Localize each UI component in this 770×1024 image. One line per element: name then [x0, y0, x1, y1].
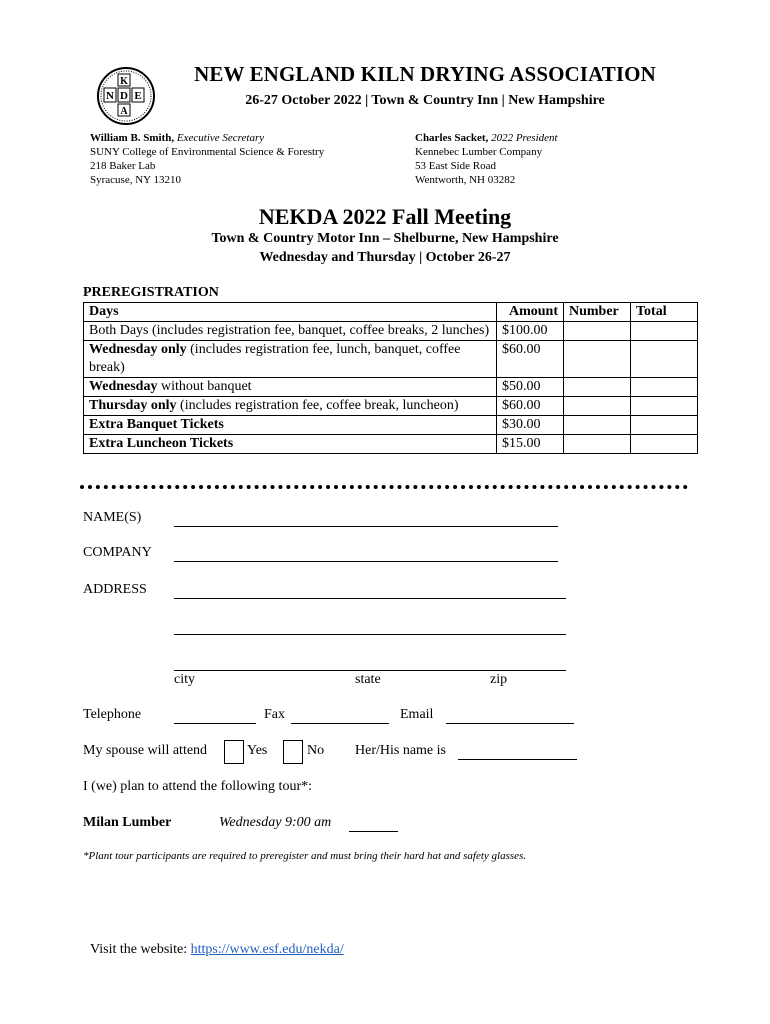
spouse-yes-checkbox[interactable]	[224, 740, 244, 764]
city-label: city	[174, 672, 195, 687]
svg-text:K: K	[120, 76, 128, 87]
tour-footnote: *Plant tour participants are required to preregister and must bring their hard hat and safety glasses.	[83, 850, 527, 862]
number-cell[interactable]	[564, 435, 631, 454]
telephone-field[interactable]	[174, 723, 256, 724]
company-label: COMPANY	[83, 545, 152, 560]
meeting-dates: Wednesday and Thursday | October 26-27	[259, 250, 511, 265]
row-amount: $50.00	[497, 378, 564, 397]
state-label: state	[355, 672, 381, 687]
names-field[interactable]	[174, 526, 558, 527]
contact-line: Syracuse, NY 13210	[90, 174, 181, 186]
email-field[interactable]	[446, 723, 574, 724]
company-field[interactable]	[174, 561, 558, 562]
table-row	[84, 397, 698, 416]
number-cell[interactable]	[564, 378, 631, 397]
no-label: No	[307, 743, 325, 758]
address-field-1[interactable]	[174, 598, 566, 599]
org-subtitle: 26-27 October 2022 | Town & Country Inn | New Hampshire	[245, 93, 605, 108]
fax-field[interactable]	[291, 723, 389, 724]
preregistration-table	[83, 302, 698, 454]
spouse-name-field[interactable]	[458, 759, 577, 760]
org-title: NEW ENGLAND KILN DRYING ASSOCIATION	[194, 62, 656, 86]
contact-line: Kennebec Lumber Company	[415, 146, 543, 158]
row-amount: $60.00	[497, 397, 564, 416]
total-cell[interactable]	[631, 416, 698, 435]
row-bold: Extra Banquet Tickets	[89, 417, 224, 432]
zip-label: zip	[490, 672, 508, 687]
address-field-3[interactable]	[174, 670, 566, 671]
total-cell[interactable]	[631, 378, 698, 397]
number-cell[interactable]	[564, 341, 631, 378]
table-row	[84, 322, 698, 341]
meeting-location: Town & Country Motor Inn – Shelburne, New Hampshire	[211, 231, 559, 246]
website-label: Visit the website:	[90, 942, 191, 957]
tour-intro: I (we) plan to attend the following tour*:	[83, 779, 312, 794]
secretary-contact	[90, 131, 324, 187]
contact-line: Wentworth, NH 03282	[415, 174, 516, 186]
svg-text:N: N	[106, 90, 114, 102]
table-row	[84, 435, 698, 454]
total-cell[interactable]	[631, 435, 698, 454]
column-header: Days	[84, 303, 497, 322]
spouse-no-checkbox[interactable]	[283, 740, 303, 764]
total-cell[interactable]	[631, 341, 698, 378]
names-label: NAME(S)	[83, 510, 142, 525]
table-header-row	[84, 303, 698, 322]
cut-line-divider	[80, 485, 688, 489]
row-bold: Thursday only	[89, 398, 177, 413]
row-text: (includes registration fee, coffee break, luncheon)	[176, 398, 459, 413]
spouse-name-label: Her/His name is	[355, 743, 446, 758]
website-line	[90, 942, 344, 958]
column-header: Total	[631, 303, 698, 322]
contact-title: 2022 President	[491, 132, 558, 144]
contact-line: SUNY College of Environmental Science & Forestry	[90, 146, 325, 158]
address-field-2[interactable]	[174, 634, 566, 635]
contact-line: 53 East Side Road	[415, 160, 496, 172]
row-bold: Wednesday	[89, 379, 158, 394]
svg-text:A: A	[120, 106, 128, 117]
spouse-label: My spouse will attend	[83, 743, 208, 758]
row-amount: $100.00	[497, 322, 564, 341]
total-cell[interactable]	[631, 322, 698, 341]
row-text: without banquet	[157, 379, 252, 394]
column-header: Amount	[497, 303, 564, 322]
contact-name: Charles Sacket,	[415, 132, 489, 144]
table-row	[84, 341, 698, 378]
contact-line: 218 Baker Lab	[90, 160, 156, 172]
table-row	[84, 416, 698, 435]
nekda-logo	[96, 66, 156, 126]
row-bold: Wednesday only	[89, 342, 187, 357]
number-cell[interactable]	[564, 416, 631, 435]
table-row	[84, 378, 698, 397]
website-link[interactable]: https://www.esf.edu/nekda/	[190, 942, 344, 957]
preregistration-heading: PREREGISTRATION	[83, 285, 219, 300]
contact-title: Executive Secretary	[176, 132, 265, 144]
address-label: ADDRESS	[83, 582, 147, 597]
contact-name: William B. Smith,	[90, 132, 175, 144]
svg-text:D: D	[120, 90, 128, 102]
number-cell[interactable]	[564, 397, 631, 416]
fax-label: Fax	[264, 707, 285, 722]
yes-label: Yes	[247, 743, 268, 758]
row-amount: $30.00	[497, 416, 564, 435]
row-text: (includes registration fee, lunch, banquet, coffee break)	[89, 342, 461, 375]
number-cell[interactable]	[564, 322, 631, 341]
telephone-label: Telephone	[83, 707, 142, 722]
row-amount: $60.00	[497, 341, 564, 378]
email-label: Email	[400, 707, 434, 722]
tour-time: Wednesday 9:00 am	[219, 815, 332, 830]
column-header: Number	[564, 303, 631, 322]
row-amount: $15.00	[497, 435, 564, 454]
row-text: Both Days (includes registration fee, banquet, coffee breaks, 2 lunches)	[89, 323, 490, 338]
row-bold: Extra Luncheon Tickets	[89, 436, 234, 451]
tour-name: Milan Lumber	[83, 815, 172, 830]
svg-text:E: E	[134, 90, 142, 102]
president-contact	[415, 131, 558, 187]
total-cell[interactable]	[631, 397, 698, 416]
tour-signup-field[interactable]	[349, 831, 398, 832]
meeting-title: NEKDA 2022 Fall Meeting	[258, 204, 512, 229]
